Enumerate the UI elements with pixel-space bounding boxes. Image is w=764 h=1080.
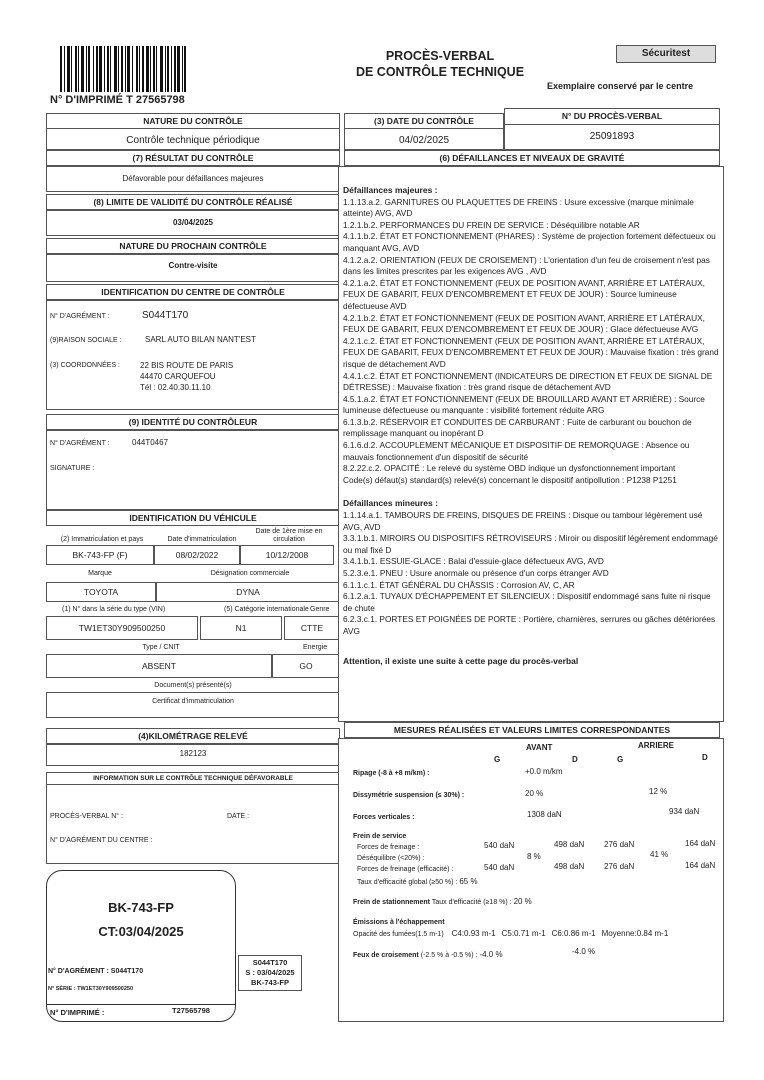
date-controle-box: 04/02/2025 xyxy=(344,128,504,150)
defect-item: 1.1.13.a.2. GARNITURES OU PLAQUETTES DE FREINS : Usure excessive (marque minimale atteinte) AVG, AVD xyxy=(343,196,694,219)
defect-item: 6.1.3.b.2. RÉSERVOIR ET CONDUITES DE CARBURANT : Fuite de carburant ou bouchon de remplissage manquant ou inopérant D xyxy=(343,416,692,439)
centre-header: IDENTIFICATION DU CENTRE DE CONTRÔLE xyxy=(46,284,340,300)
vignette-agrement: N° D'AGRÉMENT : S044T170 xyxy=(48,968,144,975)
vignette-stamp: S044T170 S : 03/04/2025 BK-743-FP xyxy=(238,955,302,991)
energie-label: Energie xyxy=(303,644,328,651)
documents-box: Certificat d'immatriculation xyxy=(46,692,340,718)
defect-item: 1.2.1.b.2. PERFORMANCES DU FREIN DE SERVICE : Déséquilibre notable AR xyxy=(343,219,640,230)
vehicule-header: IDENTIFICATION DU VÉHICULE xyxy=(46,510,340,526)
defect-item: 6.1.2.a.1. TUYAUX D'ÉCHAPPEMENT ET SILENCIEUX : Dispositif endommagé sans fuite ni risque de chute xyxy=(343,591,711,613)
defect-item: 6.2.3.c.1. PORTES ET POIGNÉES DE PORTE : Portière, charnières, serrures ou gâches détériorées AVG xyxy=(343,614,716,636)
num-pv-header: N° DU PROCÈS-VERBAL xyxy=(504,108,720,124)
defaillances-box xyxy=(338,166,724,722)
categorie-value: N1 xyxy=(200,616,282,640)
copy-note: Exemplaire conservé par le centre xyxy=(547,81,694,91)
vignette-plate: BK-743-FP xyxy=(108,900,174,915)
immat-label: (2) Immatriculation et pays xyxy=(60,536,144,543)
defect-item: 4.2.1.b.2. ÉTAT ET FONCTIONNEMENT (FEUX DE POSITION AVANT, ARRIÈRE ET LATÉRAUX, FEUX DE GABARIT, FEUX D'ENCOMBREMENT ET FEUX DE JOUR) : Glace défectueuse AVG xyxy=(343,312,705,335)
limite-box: 03/04/2025 xyxy=(46,210,340,236)
marque-label: Marque xyxy=(88,570,112,577)
defect-item: 1.1.14.a.1. TAMBOURS DE FREINS, DISQUES DE FREINS : Disque ou tambour légèrement usé AVG, AVD xyxy=(343,510,703,532)
mesures-header: MESURES RÉALISÉES ET VALEURS LIMITES CORRESPONDANTES xyxy=(344,722,720,738)
date-immat-value: 08/02/2022 xyxy=(154,545,240,565)
energie-value: GO xyxy=(272,654,340,678)
vin-label: (1) N° dans la série du type (VIN) xyxy=(62,606,166,613)
km-box: 182123 xyxy=(46,744,340,766)
document-title: PROCÈS-VERBAL DE CONTRÔLE TECHNIQUE xyxy=(355,49,525,79)
imprime-number: N° D'IMPRIMÉ T 27565798 xyxy=(50,94,185,106)
defect-item: 4.4.1.c.2. ÉTAT ET FONCTIONNEMENT (INDICATEURS DE DIRECTION ET FEUX DE SIGNAL DE DÉTRESSE) : Mauvaise fixation : très grand risque de détachement AVD xyxy=(343,370,713,393)
vignette-imprime-value: T27565798 xyxy=(172,1006,210,1015)
defect-item: 3.4.1.b.1. ESSUIE-GLACE : Balai d'essuie-glace défectueux AVG, AVD xyxy=(343,556,604,567)
resultat-box: Défavorable pour défaillances majeures xyxy=(46,166,340,192)
marque-value: TOYOTA xyxy=(46,582,156,602)
defect-item: 3.3.1.b.1. MIROIRS OU DISPOSITIFS RÉTROVISEURS : Miroir ou dispositif légèrement endommagé ou mal fixé D xyxy=(343,533,718,555)
immat-value: BK-743-FP (F) xyxy=(46,545,154,565)
num-pv-box: 25091893 xyxy=(504,124,720,150)
prochain-box: Contre-visite xyxy=(46,254,340,282)
type-value: ABSENT xyxy=(46,654,272,678)
defect-item: Code(s) défaut(s) standard(s) relevé(s) concernant le dispositif antipollution : P1238 P1251 xyxy=(343,474,677,485)
documents-label: Document(s) présenté(s) xyxy=(154,682,232,689)
defect-item: 4.1.2.a.2. ORIENTATION (FEUX DE CROISEMENT) : L'orientation d'un feu de croisement n'est pas dans les limites prescrites par les exigences AVG , AVD xyxy=(343,254,710,277)
defect-item: 8.2.22.c.2. OPACITÉ : Le relevé du système OBD indique un dysfonctionnement important xyxy=(343,463,676,474)
vignette-card xyxy=(46,870,236,1022)
defect-item: 6.1.6.d.2. ACCOUPLEMENT MÉCANIQUE ET DISPOSITIF DE REMORQUAGE : Absence ou mauvais fonctionnement d'un dispositif de sécurité xyxy=(343,440,690,462)
date-immat-label: Date d'immatriculation xyxy=(167,536,237,543)
nature-controle-box: Contrôle technique périodique xyxy=(46,128,340,150)
centre-box: N° D'AGRÉMENT : S044T170 (9)RAISON SOCIALE : SARL AUTO BILAN NANT'EST (3) COORDONNÉES : 22 BIS ROUTE DE PARIS 44470 CARQUEFOU Tél : 02.40.30.11.10 xyxy=(46,300,340,410)
defect-item: 4.2.1.c.2. ÉTAT ET FONCTIONNEMENT (FEUX DE POSITION AVANT, ARRIÈRE ET LATÉRAUX, FEUX DE GABARIT, FEUX D'ENCOMBREMENT ET FEUX DE JOUR) : Mauvaise fixation : très grand risque de détachement AVD xyxy=(343,335,719,369)
designation-label: Désignation commerciale xyxy=(210,570,290,577)
prochain-header: NATURE DU PROCHAIN CONTRÔLE xyxy=(46,238,340,254)
mesures-box: AVANT ARRIERE G D G D Ripage (-8 à +8 m/km) : +0.0 m/km Dissymétrie suspension (≤ 30%) : 20 % 12 % Forces verticales : 1308 daN 934 daN Frein de service Forces de freinage : 540 daN 498 daN 276 daN 164 daN Déséquilibre (<20%) : 8 % 41 % Forces de freinage (efficacité) : 540 daN 498 daN 276 daN 164 daN Taux d'efficacité global (≥50 %) : 65 % Frein de stationnement Taux d'efficacité (≥18 %) : 20 % Émissions à l'échappement Opacité des fumées(1.5 m-1) C4:0.93 m-1 C5:0.71 m-1 C6:0.86 m-1 Moyenne:0.84 m-1 Feux de croisement (-2.5 % à -0.5 %) : -4.0 % -4.0 % xyxy=(338,738,724,1022)
controleur-box: N° D'AGRÉMENT : 044T0467 SIGNATURE : xyxy=(46,430,340,510)
defect-item: 4.5.1.a.2. ÉTAT ET FONCTIONNEMENT (FEUX DE BROUILLARD AVANT ET ARRIÈRE) : Source lumineuse défectueuse ou manquante : visibilité fortement réduite ARG xyxy=(343,393,705,416)
barcode xyxy=(60,46,208,92)
type-label: Type / CNIT xyxy=(142,644,180,651)
vignette-ct: CT:03/04/2025 xyxy=(98,924,184,939)
vin-value: TW1ET30Y909500250 xyxy=(46,616,198,640)
controleur-header: (9) IDENTITÉ DU CONTRÔLEUR xyxy=(46,414,340,430)
genre-value: CTTE xyxy=(284,616,340,640)
defect-item: 6.1.1.c.1. ÉTAT GÉNÉRAL DU CHÂSSIS : Corrosion AV, C, AR xyxy=(343,579,575,590)
vignette-serie: N° SÉRIE : TW1ET30Y909500250 xyxy=(48,986,134,992)
mineures-title: Défaillances mineures : xyxy=(343,498,438,509)
nature-controle-header: NATURE DU CONTRÔLE xyxy=(46,113,340,129)
designation-value: DYNA xyxy=(156,582,340,602)
genre-label: Genre xyxy=(310,606,330,613)
km-header: (4)KILOMÉTRAGE RELEVÉ xyxy=(46,728,340,744)
brand-badge: Sécuritest xyxy=(616,45,716,63)
defect-item: 4.1.1.b.2. ÉTAT ET FONCTIONNEMENT (PHARES) : Système de projection fortement défectueux ou manquant AVG, AVD xyxy=(343,231,716,253)
resultat-header: (7) RÉSULTAT DU CONTRÔLE xyxy=(46,150,340,166)
vignette-imprime-label: N° D'IMPRIMÉ : xyxy=(50,1008,105,1017)
limite-header: (8) LIMITE DE VALIDITÉ DU CONTRÔLE RÉALISÉ xyxy=(46,194,340,210)
date-1ere-value: 10/12/2008 xyxy=(240,545,334,565)
attention-note: Attention, il existe une suite à cette page du procès-verbal xyxy=(343,655,579,666)
defect-item: 5.2.3.e.1. PNEU : Usure anormale ou présence d'un corps étranger AVD xyxy=(343,568,609,578)
majeures-title: Défaillances majeures : xyxy=(343,185,438,195)
date-1ere-label: Date de 1ère mise en circulation xyxy=(255,528,323,543)
info-defav-box: INFORMATION SUR LE CONTRÔLE TECHNIQUE DÉFAVORABLE PROCÈS-VERBAL N° : DATE : N° D'AGRÉMENT DU CENTRE : xyxy=(46,772,340,864)
categorie-label: (5) Catégorie internationale xyxy=(224,606,309,613)
date-controle-header: (3) DATE DU CONTRÔLE xyxy=(344,113,504,129)
defect-item: 4.2.1.a.2. ÉTAT ET FONCTIONNEMENT (FEUX DE POSITION AVANT, ARRIÈRE ET LATÉRAUX, FEUX DE GABARIT, FEUX D'ENCOMBREMENT ET FEUX DE JOUR) : Source lumineuse défectueuse AVD xyxy=(343,277,705,311)
defaillances-header: (6) DÉFAILLANCES ET NIVEAUX DE GRAVITÉ xyxy=(344,150,720,166)
